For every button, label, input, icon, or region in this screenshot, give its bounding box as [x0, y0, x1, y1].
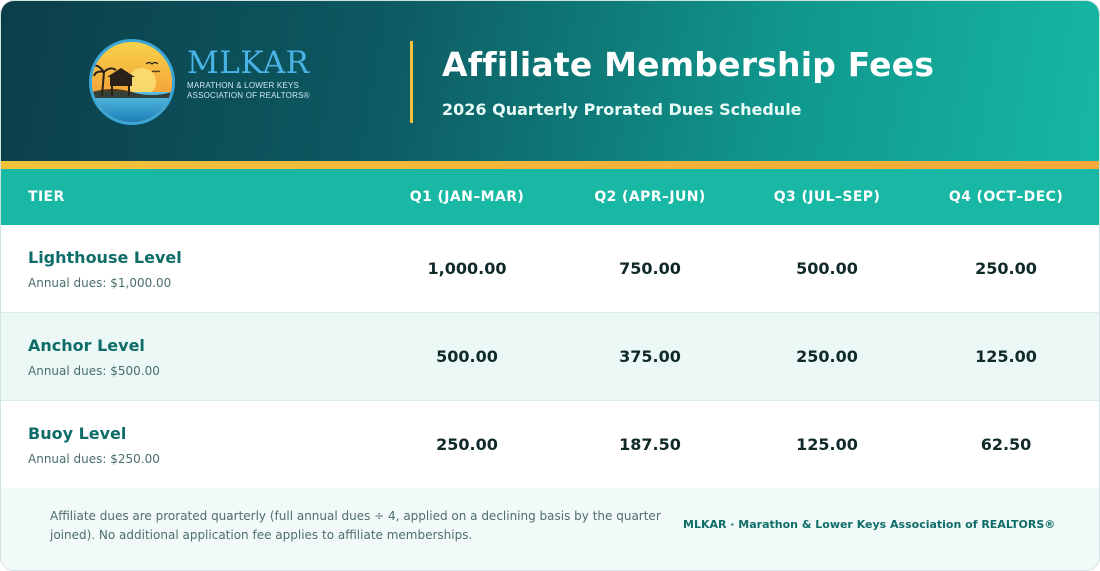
table-row	[1, 313, 1100, 401]
table-row	[1, 401, 1100, 489]
q3-value: 250.00	[796, 347, 858, 366]
mlkar-logo-icon	[89, 39, 175, 125]
accent-band	[1, 161, 1100, 169]
page-subtitle: 2026 Quarterly Prorated Dues Schedule	[442, 100, 802, 119]
q2-value: 375.00	[619, 347, 681, 366]
q3-value: 500.00	[796, 259, 858, 278]
footer	[1, 488, 1100, 571]
footer-credit: MLKAR · Marathon & Lower Keys Association of REALTORS®	[683, 518, 1056, 531]
logo-subtitle-line1: MARATHON & LOWER KEYS	[187, 81, 300, 90]
logo-subtitle-line2: ASSOCIATION OF REALTORS®	[187, 91, 310, 100]
logo-wordmark	[187, 45, 310, 101]
header-divider	[410, 41, 413, 123]
column-header-q3: Q3 (JUL–SEP)	[773, 189, 881, 205]
logo-title: MLKAR	[187, 45, 310, 81]
table-row	[1, 225, 1100, 313]
q4-value: 125.00	[975, 347, 1037, 366]
tier-name: Anchor Level	[28, 336, 145, 355]
tier-annual-dues: Annual dues: $250.00	[28, 452, 160, 466]
q4-value: 250.00	[975, 259, 1037, 278]
page-title: Affiliate Membership Fees	[442, 45, 935, 84]
table-header	[1, 169, 1100, 225]
header-banner	[1, 1, 1100, 161]
tier-annual-dues: Annual dues: $1,000.00	[28, 276, 172, 290]
column-header-q4: Q4 (OCT–DEC)	[948, 189, 1064, 205]
tier-annual-dues: Annual dues: $500.00	[28, 364, 160, 378]
tier-name: Lighthouse Level	[28, 248, 182, 267]
q1-value: 250.00	[436, 435, 498, 454]
column-header-q2: Q2 (APR–JUN)	[594, 189, 706, 205]
q1-value: 1,000.00	[427, 259, 507, 278]
column-header-tier: TIER	[28, 189, 65, 205]
q3-value: 125.00	[796, 435, 858, 454]
q2-value: 187.50	[619, 435, 681, 454]
q4-value: 62.50	[980, 435, 1032, 454]
footer-note: Affiliate dues are prorated quarterly (full annual dues ÷ 4, applied on a declining basis by the quarter joined). No additional application fee applies to affiliate memberships.	[50, 509, 661, 542]
column-header-q1: Q1 (JAN–MAR)	[409, 189, 525, 205]
q1-value: 500.00	[436, 347, 498, 366]
q2-value: 750.00	[619, 259, 681, 278]
tier-name: Buoy Level	[28, 424, 127, 443]
